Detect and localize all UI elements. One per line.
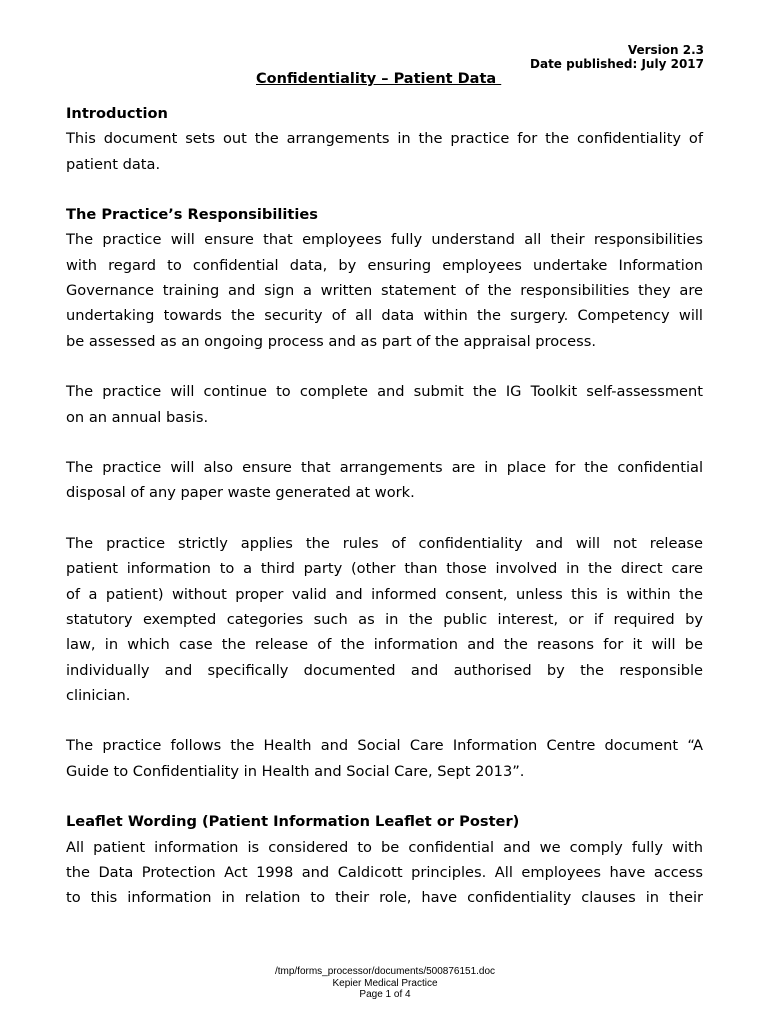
text-line: be assessed as an ongoing process and as part of the appraisal process.	[66, 332, 596, 350]
section-heading: Leaflet Wording (Patient Information Leaflet or Poster)	[66, 813, 520, 831]
footer-path: /tmp/forms_processor/documents/500876151.doc	[274, 966, 496, 977]
text-line: statutory exempted categories such as in the public interest, or if required by	[66, 610, 703, 628]
text-line: individually and specifically documented and authorised by the responsible	[66, 661, 703, 679]
text-line: of a patient) without proper valid and informed consent, unless this is within the	[66, 585, 703, 603]
section-heading: The Practice’s Responsibilities	[66, 206, 318, 224]
date-published: Date published: July 2017	[530, 57, 704, 71]
paragraph	[66, 531, 703, 708]
text-line: the Data Protection Act 1998 and Caldicott principles. All employees have access	[66, 863, 703, 881]
text-line: undertaking towards the security of all data within the surgery. Competency will	[66, 307, 703, 325]
text-line: on an annual basis.	[66, 408, 209, 426]
paragraph	[66, 126, 703, 177]
section	[66, 101, 703, 177]
text-line: disposal of any paper waste generated at work.	[66, 484, 415, 502]
text-line: This document sets out the arrangements in the practice for the confidentiality of	[66, 130, 703, 148]
section	[66, 202, 703, 784]
paragraph	[66, 733, 703, 784]
paragraph	[66, 227, 703, 353]
version: Version 2.3	[627, 43, 704, 57]
text-line: Guide to Confidentiality in Health and Social Care, Sept 2013”.	[66, 762, 525, 780]
page-number: Page 1 of 4	[359, 989, 411, 1000]
paragraph	[66, 455, 703, 506]
paragraph	[66, 379, 703, 430]
footer-practice: Kepier Medical Practice	[332, 977, 438, 989]
text-line: All patient information is considered to be confidential and we comply fully with	[66, 838, 703, 856]
text-line: patient data.	[66, 155, 161, 173]
text-line: Governance training and sign a written statement of the responsibilities they are	[66, 282, 703, 300]
section	[66, 809, 703, 910]
text-line: The practice will also ensure that arrangements are in place for the confidential	[66, 459, 703, 477]
text-line: clinician.	[66, 686, 131, 704]
text-line: to this information in relation to their role, have confidentiality clauses in their	[66, 889, 703, 907]
text-line: The practice strictly applies the rules of confidentiality and will not release	[66, 535, 703, 553]
document-title: Confidentiality – Patient Data	[256, 71, 502, 87]
document-header	[530, 43, 704, 71]
text-line: law, in which case the release of the information and the reasons for it will be	[66, 636, 703, 654]
text-line: The practice will continue to complete and submit the IG Toolkit self-assessment	[66, 383, 703, 401]
paragraph	[66, 835, 703, 911]
section-heading: Introduction	[66, 105, 168, 122]
text-line: with regard to confidential data, by ensuring employees undertake Information	[66, 256, 703, 274]
text-line: The practice will ensure that employees fully understand all their responsibilities	[66, 231, 703, 249]
page-footer	[0, 966, 770, 1001]
text-line: patient information to a third party (other than those involved in the direct care	[66, 560, 703, 578]
text-line: The practice follows the Health and Social Care Information Centre document “A	[66, 737, 703, 755]
document-body	[66, 101, 703, 936]
